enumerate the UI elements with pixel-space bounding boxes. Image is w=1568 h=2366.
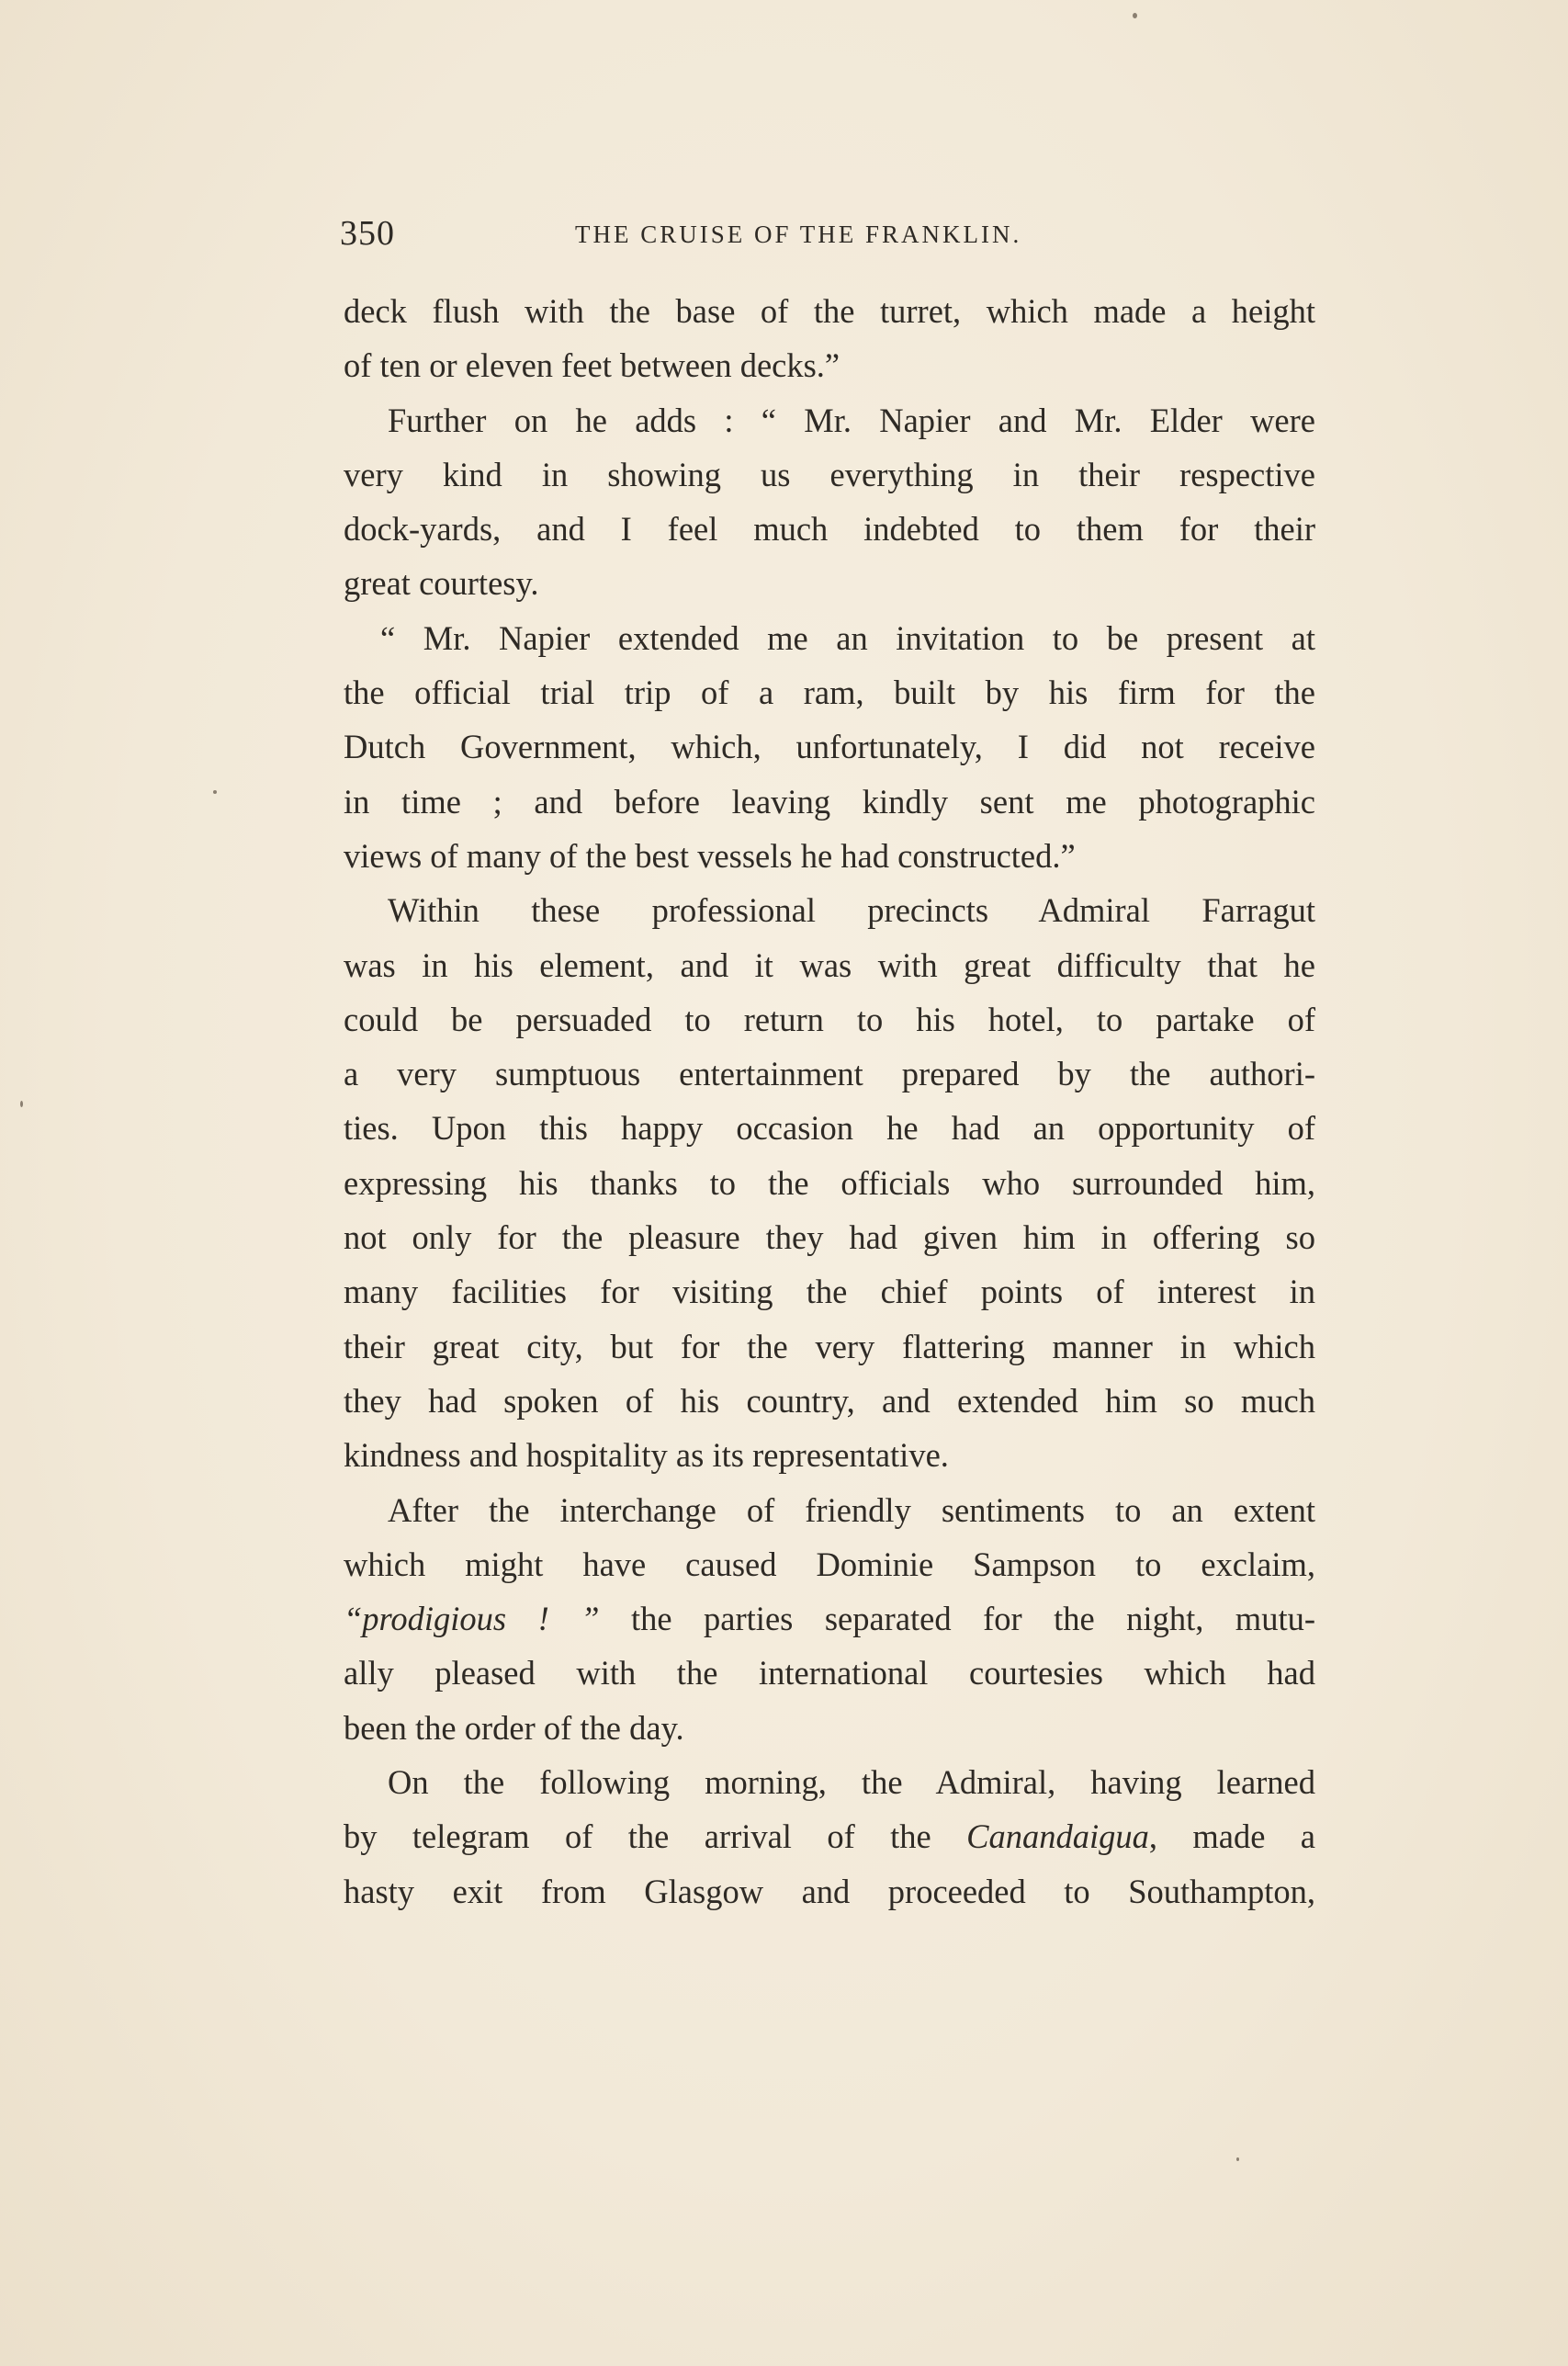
text-fragment: by telegram of the arrival of the — [344, 1817, 967, 1856]
body-text — [344, 284, 1315, 1919]
text-line: ties. Upon this happy occasion he had an opportunity of — [344, 1109, 1315, 1148]
text-line: hasty exit from Glasgow and proceeded to Southampton, — [344, 1872, 1315, 1910]
text-line: in time ; and before leaving kindly sent me photographic — [344, 782, 1315, 821]
paper-speck — [1236, 2157, 1239, 2161]
text-line: which might have caused Dominie Sampson to exclaim, — [344, 1545, 1315, 1583]
text-line: they had spoken of his country, and extended him so much — [344, 1381, 1315, 1420]
text-line: very kind in showing us everything in their respective — [344, 455, 1315, 493]
text-line: not only for the pleasure they had given him in offering so — [344, 1218, 1315, 1257]
text-line-mixed — [344, 1591, 1315, 1646]
text-fragment: the parties separated for the night, mutu- — [599, 1600, 1315, 1638]
text-line: great courtesy. — [344, 564, 539, 603]
text-line: been the order of the day. — [344, 1708, 684, 1747]
text-line: “ Mr. Napier extended me an invitation to be present at — [380, 618, 1315, 657]
text-line: the official trial trip of a ram, built by his firm for the — [344, 674, 1315, 712]
text-line: dock-yards, and I feel much indebted to them for their — [344, 510, 1315, 549]
text-line: Within these professional precincts Admiral Farragut — [388, 891, 1315, 930]
paper-speck — [1133, 13, 1137, 18]
text-fragment: , made a — [1148, 1817, 1315, 1856]
text-line: many facilities for visiting the chief points of interest in — [344, 1273, 1315, 1311]
text-line: kindness and hospitality as its representative. — [344, 1436, 949, 1475]
text-line: could be persuaded to return to his hotel, to partake of — [344, 1000, 1315, 1038]
text-line: expressing his thanks to the officials who surrounded him, — [344, 1163, 1315, 1202]
text-line: was in his element, and it was with great difficulty that he — [344, 945, 1315, 984]
text-line-mixed — [344, 1809, 1315, 1863]
page-number: 350 — [340, 214, 395, 253]
text-line: On the following morning, the Admiral, having learned — [388, 1763, 1315, 1802]
paper-speck — [213, 790, 217, 794]
text-line: deck flush with the base of the turret, which made a height — [344, 292, 1315, 330]
text-line: their great city, but for the very flattering manner in which — [344, 1327, 1315, 1365]
paper-speck — [20, 1101, 23, 1107]
italic-prodigious: “prodigious ! ” — [344, 1600, 600, 1638]
text-line: of ten or eleven feet between decks.” — [344, 346, 840, 385]
text-line: a very sumptuous entertainment prepared by the authori- — [344, 1055, 1315, 1093]
text-line: Dutch Government, which, unfortunately, I did not receive — [344, 728, 1315, 766]
italic-ship-name: Canandaigua — [966, 1817, 1149, 1856]
text-line: After the interchange of friendly sentiments to an extent — [388, 1490, 1315, 1529]
text-line: views of many of the best vessels he had constructed.” — [344, 836, 1076, 875]
page-header — [340, 213, 1314, 259]
running-head: THE CRUISE OF THE FRANKLIN. — [575, 221, 1022, 248]
text-line: Further on he adds : “ Mr. Napier and Mr. Elder were — [388, 401, 1315, 439]
text-line: ally pleased with the international courtesies which had — [344, 1654, 1315, 1692]
